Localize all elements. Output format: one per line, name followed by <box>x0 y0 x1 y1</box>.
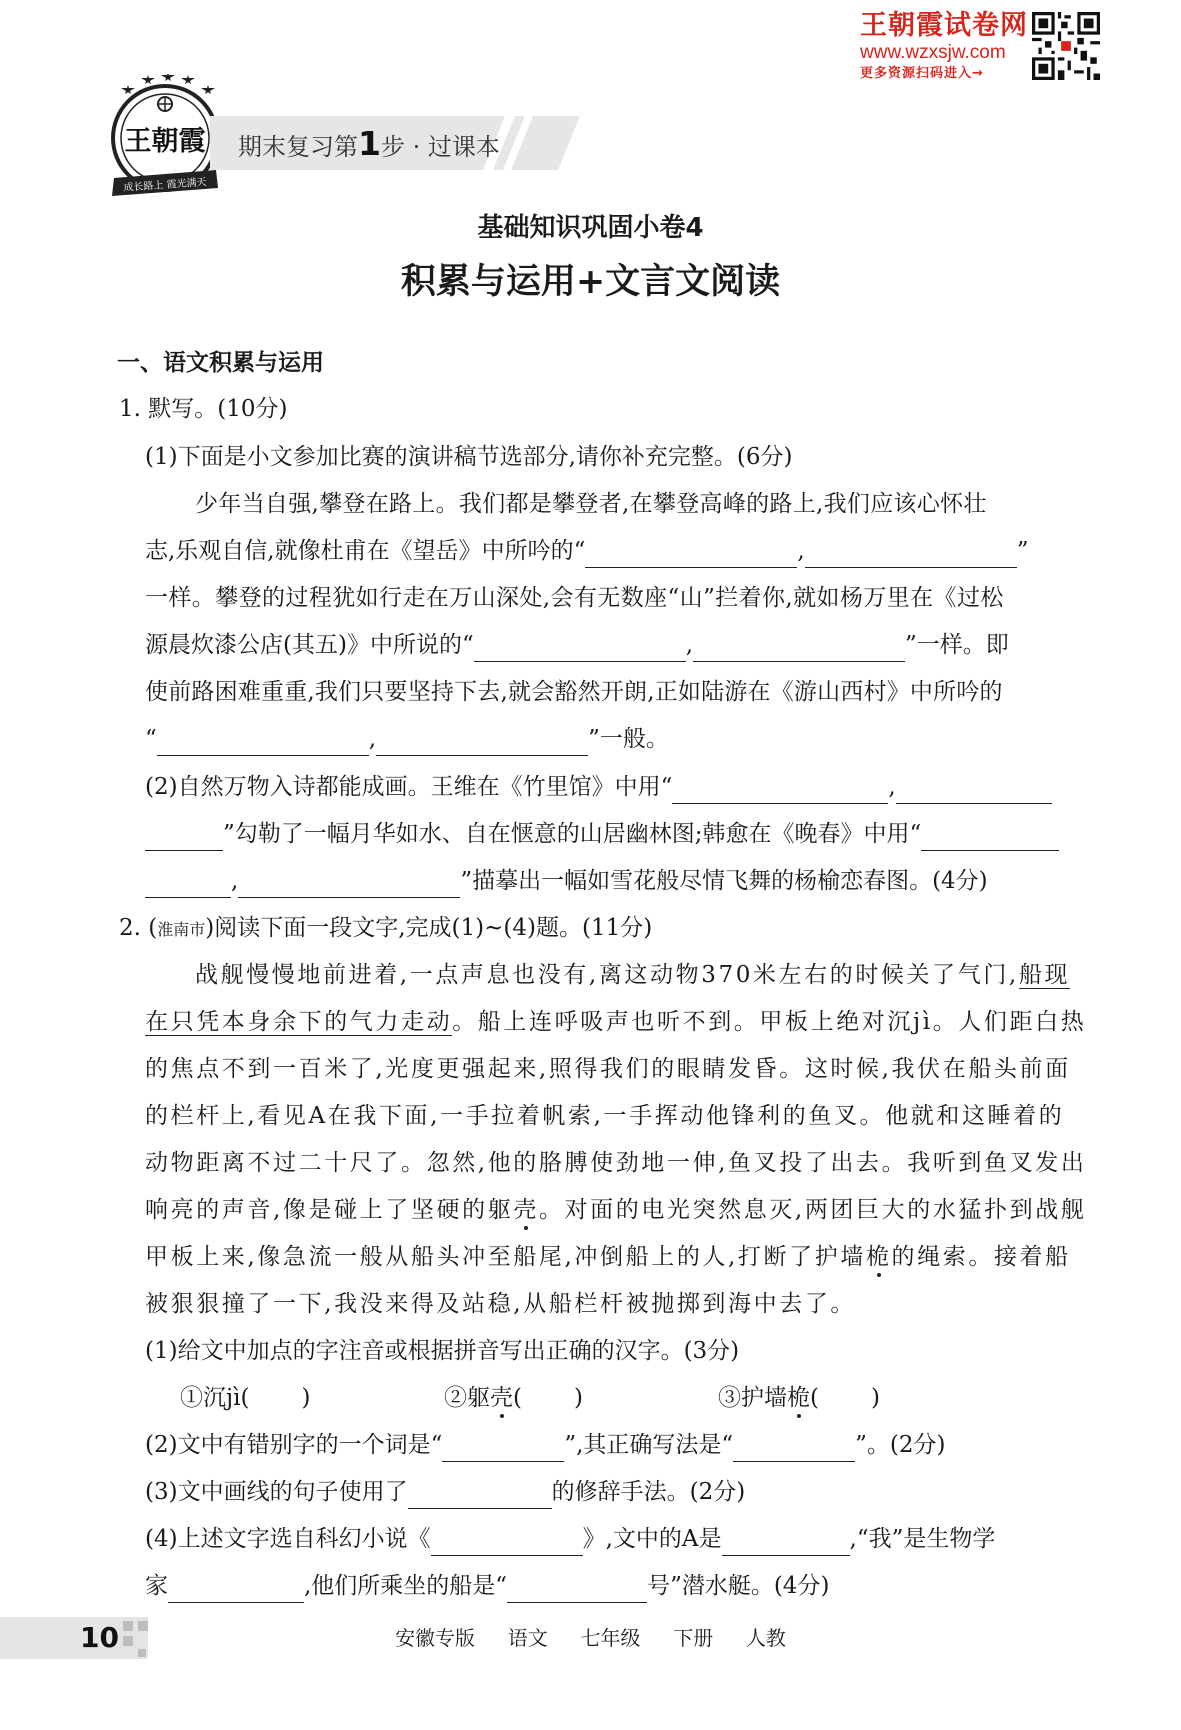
reading-line: 的栏杆上,看见A在我下面,一手拉着帆索,一手挥动他锋利的鱼叉。他就和这睡着的 <box>145 1103 1065 1129</box>
answer-paren[interactable] <box>249 1389 301 1415</box>
answer-blank[interactable] <box>507 1576 647 1603</box>
q1-text-line: 少年当自强,攀登在路上。我们都是攀登者,在攀登高峰的路上,我们应该心怀壮 <box>195 491 987 517</box>
q1-part2-line: ”勾勒了一幅月华如水、自在惬意的山居幽林图;韩愈在《晚春》中用“ <box>145 817 1059 851</box>
dotted-char: 壳 <box>513 1197 539 1223</box>
banner-step-number: 1 <box>358 124 381 163</box>
qr-code-icon[interactable] <box>1032 12 1100 80</box>
paper-title: 积累与运用+文言文阅读 <box>400 262 781 302</box>
q2-sub1-option: ②躯壳( ) <box>444 1381 583 1415</box>
reading-line: 被狠狠撞了一下,我没来得及站稳,从船栏杆被抛掷到海中去了。 <box>145 1291 857 1317</box>
q1-part2-line: (2)自然万物入诗都能成画。王维在《竹里馆》中用“ , <box>145 770 1052 804</box>
answer-blank[interactable] <box>408 1482 552 1509</box>
q1-part1-prompt: (1)下面是小文参加比赛的演讲稿节选部分,请你补充完整。(6分) <box>145 444 793 470</box>
logo-motto: 成长路上 霞光满天 <box>123 177 207 194</box>
answer-blank[interactable] <box>722 1529 850 1556</box>
reading-line: 的焦点不到一百米了,光度更强起来,照得我们的眼睛发昏。这时候,我伏在船头前面 <box>145 1056 1071 1082</box>
underlined-sentence: 船现 <box>1018 962 1071 988</box>
q2-sub1-option: ③护墙桅( ) <box>718 1381 880 1415</box>
reading-line: 战舰慢慢地前进着,一点声息也没有,离这动物370米左右的时候关了气门,船现 <box>195 962 1071 988</box>
answer-blank[interactable] <box>585 541 797 568</box>
footer-info: 安徽专版 语文 七年级 下册 人教 <box>395 1626 786 1650</box>
site-brand <box>860 10 1030 84</box>
q2-sub1: (1)给文中加点的字注音或根据拼音写出正确的汉字。(3分) <box>145 1338 740 1364</box>
underlined-sentence: 在只凭本身余下的气力走动 <box>145 1009 453 1035</box>
q2-sub1-option: ①沉jì( ) <box>180 1381 310 1415</box>
site-name: 王朝霞试卷网 <box>860 10 1028 41</box>
answer-blank[interactable] <box>672 777 888 804</box>
answer-blank[interactable] <box>431 1529 583 1556</box>
answer-paren[interactable] <box>819 1389 871 1415</box>
answer-blank[interactable] <box>733 1435 855 1462</box>
site-url[interactable]: www.wzxsjw.com <box>860 42 1006 63</box>
answer-blank[interactable] <box>693 635 905 662</box>
answer-blank[interactable] <box>442 1435 564 1462</box>
answer-blank[interactable] <box>238 871 460 898</box>
banner-text: 期末复习第1步 · 过课本 <box>238 124 500 163</box>
reading-line: 动物距离不过二十尺了。忽然,他的胳膊使劲地一伸,鱼叉投了出去。我听到鱼叉发出 <box>145 1150 1087 1176</box>
answer-blank[interactable] <box>168 1576 304 1603</box>
answer-blank[interactable] <box>805 541 1017 568</box>
reading-line: 响亮的声音,像是碰上了坚硬的躯壳。对面的电光突然息灭,两团巨大的水猛扑到战舰 <box>145 1197 1087 1223</box>
q2-sub2: (2)文中有错别字的一个词是“ ”,其正确写法是“ ”。(2分) <box>145 1428 946 1462</box>
page-number: 10 <box>80 1621 119 1654</box>
answer-blank[interactable] <box>921 824 1059 851</box>
q1-text-line: 志,乐观自信,就像杜甫在《望岳》中所吟的“ , ” <box>145 534 1028 568</box>
answer-blank[interactable] <box>145 871 231 898</box>
q1-text-line: 使前路困难重重,我们只要坚持下去,就会豁然开朗,正如陆游在《游山西村》中所吟的 <box>145 679 1003 705</box>
answer-blank[interactable] <box>474 635 686 662</box>
q2-sub4: (4)上述文字选自科幻小说《 》,文中的A是 ,“我”是生物学 <box>145 1522 995 1556</box>
reading-line: 甲板上来,像急流一般从船头冲至船尾,冲倒船上的人,打断了护墙桅的绳索。接着船 <box>145 1244 1071 1270</box>
dotted-char: 桅 <box>865 1244 892 1270</box>
q1-text-line: 一样。攀登的过程犹如行走在万山深处,会有无数座“山”拦着你,就如杨万里在《过松 <box>145 585 1004 611</box>
q2-source: 淮南市 <box>157 920 206 939</box>
reading-line: 在只凭本身余下的气力走动。船上连呼吸声也听不到。甲板上绝对沉jì。人们距白热 <box>145 1009 1087 1035</box>
logo-text: 王朝霞 <box>124 126 206 157</box>
q1-text-line: 源晨炊漆公店(其五)》中所说的“ , ”一样。即 <box>145 628 1009 662</box>
answer-blank[interactable] <box>376 729 588 756</box>
answer-blank[interactable] <box>157 729 369 756</box>
answer-blank[interactable] <box>145 824 223 851</box>
q2-sub3: (3)文中画线的句子使用了 的修辞手法。(2分) <box>145 1475 745 1509</box>
q2-stem: 2. (淮南市)阅读下面一段文字,完成(1)~(4)题。(11分) <box>119 915 653 941</box>
site-tagline: 更多资源扫码进入→ <box>860 66 984 81</box>
q2-sub4: 家 ,他们所乘坐的船是“ 号”潜水艇。(4分) <box>145 1569 829 1603</box>
paper-subtitle: 基础知识巩固小卷4 <box>477 213 704 243</box>
q1-stem: 1. 默写。(10分) <box>119 396 288 422</box>
q1-text-line: “ , ”一般。 <box>145 722 669 756</box>
q1-part2-line: , ”描摹出一幅如雪花般尽情飞舞的杨榆恋春图。(4分) <box>145 864 988 898</box>
answer-blank[interactable] <box>896 777 1052 804</box>
answer-paren[interactable] <box>522 1389 574 1415</box>
section-heading: 一、语文积累与运用 <box>117 350 324 376</box>
